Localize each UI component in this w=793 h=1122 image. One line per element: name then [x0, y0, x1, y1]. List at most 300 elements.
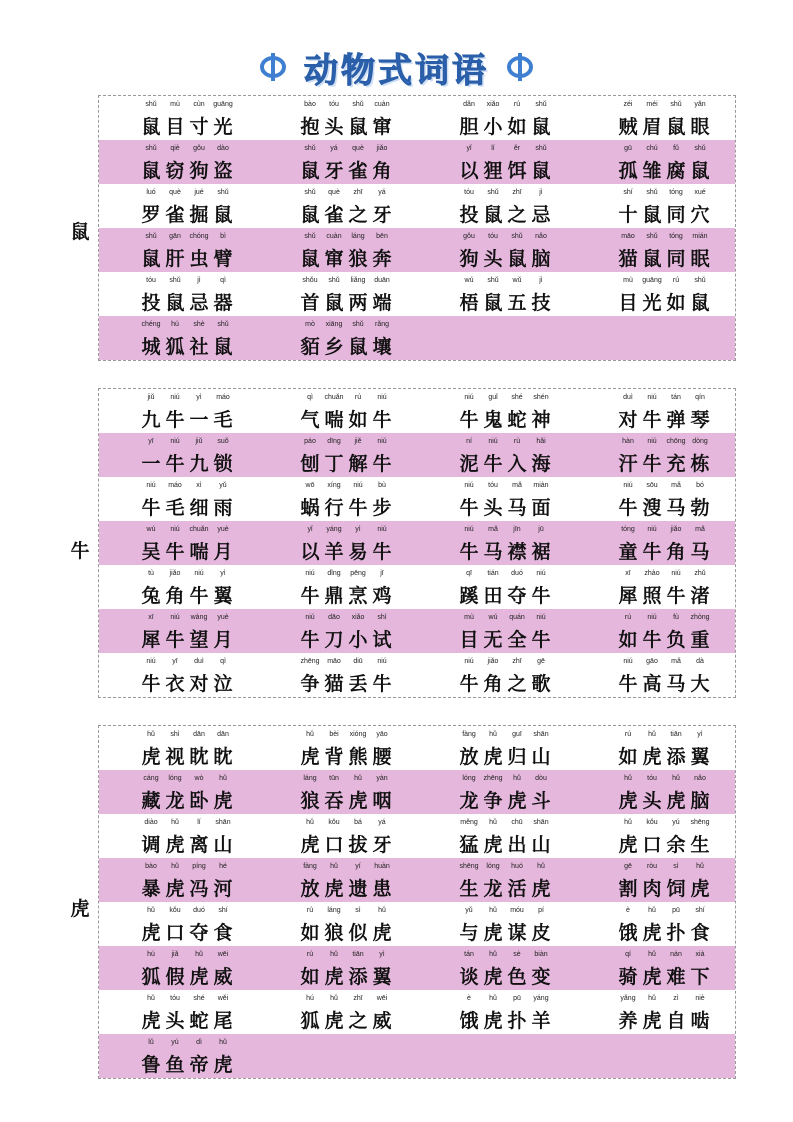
- idiom-character: 鼠: [690, 160, 710, 182]
- pinyin-syllable: qī: [466, 570, 472, 577]
- pinyin-syllable: rǎng: [374, 321, 389, 328]
- idiom-character: 鼠: [690, 292, 710, 314]
- idiom-character: 弹: [666, 409, 686, 431]
- pinyin-syllable: xì: [196, 482, 202, 489]
- pinyin-syllable: shǔ: [304, 145, 316, 152]
- idiom-character: 鼠: [300, 204, 320, 226]
- idiom-character: 鸡: [372, 585, 392, 607]
- idiom-character: 狸: [483, 160, 503, 182]
- idiom-character: 光: [213, 116, 233, 138]
- pinyin-line: [298, 614, 394, 621]
- pinyin-syllable: quán: [509, 614, 525, 621]
- pinyin-syllable: mù: [170, 101, 180, 108]
- idiom-character: 雨: [213, 497, 233, 519]
- pinyin-syllable: bēn: [376, 233, 388, 240]
- idiom-character: 月: [213, 629, 233, 651]
- pinyin-syllable: pū: [672, 907, 680, 914]
- pinyin-syllable: cùn: [193, 101, 205, 108]
- pinyin-line: [457, 819, 553, 826]
- pinyin-line: [139, 570, 235, 577]
- pinyin-syllable: tán: [671, 394, 681, 401]
- pinyin-syllable: nán: [670, 951, 682, 958]
- idiom-character: 易: [348, 541, 368, 563]
- pinyin-syllable: niú: [647, 438, 657, 445]
- pinyin-syllable: rú: [624, 731, 632, 738]
- idiom-character: 口: [324, 834, 344, 856]
- idiom-row: [99, 565, 735, 609]
- idiom-text: [298, 493, 394, 520]
- pinyin-syllable: shēng: [690, 819, 710, 826]
- idiom-character: 暴: [141, 878, 161, 900]
- idiom-character: 威: [213, 966, 233, 988]
- idiom-character: 斗: [531, 790, 551, 812]
- idiom-character: 壤: [372, 336, 392, 358]
- idiom-cell: [417, 521, 576, 565]
- idiom-cell: [576, 946, 735, 990]
- idiom-text: [457, 874, 553, 901]
- pinyin-syllable: hǔ: [672, 775, 680, 782]
- pinyin-line: [457, 101, 553, 108]
- pinyin-syllable: niú: [377, 438, 387, 445]
- pinyin-syllable: chú: [646, 145, 658, 152]
- idiom-character: 鼠: [213, 336, 233, 358]
- idiom-character: 对: [189, 673, 209, 695]
- idiom-row: [99, 140, 735, 184]
- idiom-cell: [258, 272, 417, 316]
- pinyin-syllable: hǔ: [330, 995, 338, 1002]
- idiom-text: [457, 537, 553, 564]
- idiom-character: 扑: [666, 922, 686, 944]
- pinyin-syllable: wú: [146, 526, 156, 533]
- idiom-text: [298, 962, 394, 989]
- idiom-character: 虎: [666, 790, 686, 812]
- idiom-character: 虫: [189, 248, 209, 270]
- idiom-character: 鼎: [324, 585, 344, 607]
- pinyin-syllable: shǔ: [535, 145, 547, 152]
- pinyin-line: [616, 101, 712, 108]
- idiom-character: 负: [666, 629, 686, 651]
- idiom-character: 刀: [324, 629, 344, 651]
- idiom-character: 蹊: [459, 585, 479, 607]
- idiom-character: 忌: [531, 204, 551, 226]
- idiom-character: 变: [531, 966, 551, 988]
- pinyin-line: [616, 951, 712, 958]
- idiom-character: 无: [483, 629, 503, 651]
- idiom-character: 虎: [165, 878, 185, 900]
- idiom-character: 帝: [189, 1054, 209, 1076]
- idiom-cell: [99, 272, 258, 316]
- pinyin-syllable: kǒu: [328, 819, 340, 826]
- idiom-character: 骑: [618, 966, 638, 988]
- pinyin-syllable: qiè: [170, 145, 180, 152]
- pinyin-syllable: hǔ: [489, 995, 497, 1002]
- pinyin-syllable: dào: [217, 145, 229, 152]
- idiom-character: 雀: [165, 204, 185, 226]
- pinyin-syllable: cuàn: [374, 101, 390, 108]
- pinyin-syllable: māo: [327, 658, 341, 665]
- idiom-cell: [576, 521, 735, 565]
- idiom-character: 鱼: [165, 1054, 185, 1076]
- idiom-cell: [99, 184, 258, 228]
- idiom-text: [457, 1006, 553, 1033]
- idiom-character: 窜: [372, 116, 392, 138]
- idiom-character: 鼠: [642, 204, 662, 226]
- pinyin-syllable: zhī: [512, 189, 522, 196]
- pinyin-syllable: rù: [513, 438, 521, 445]
- pinyin-line: [298, 189, 394, 196]
- pinyin-line: [298, 863, 394, 870]
- pinyin-line: [298, 233, 394, 240]
- idiom-row: [99, 609, 735, 653]
- idiom-character: 饲: [666, 878, 686, 900]
- pinyin-syllable: è: [467, 995, 471, 1002]
- idiom-character: 扑: [507, 1010, 527, 1032]
- pinyin-syllable: niú: [353, 482, 363, 489]
- idiom-character: 牛: [372, 541, 392, 563]
- pinyin-syllable: cuàn: [326, 233, 342, 240]
- idiom-character: 生: [690, 834, 710, 856]
- pinyin-syllable: sì: [355, 907, 361, 914]
- idiom-character: 皮: [531, 922, 551, 944]
- idiom-character: 虎: [300, 746, 320, 768]
- idiom-text: [457, 786, 553, 813]
- idiom-character: 孤: [618, 160, 638, 182]
- pinyin-syllable: gǒu: [193, 145, 205, 152]
- idiom-cell: [258, 858, 417, 902]
- pinyin-line: [139, 277, 235, 284]
- pinyin-syllable: bù: [378, 482, 386, 489]
- pinyin-syllable: wěi: [217, 995, 229, 1002]
- idiom-cell: [576, 653, 735, 697]
- pinyin-line: [298, 995, 394, 1002]
- pinyin-syllable: zì: [673, 995, 679, 1002]
- pinyin-line: [457, 145, 553, 152]
- idiom-cell: [99, 140, 258, 184]
- idiom-character: 五: [507, 292, 527, 314]
- idiom-cell: [99, 389, 258, 433]
- pinyin-syllable: lǔ: [148, 1039, 154, 1046]
- idiom-character: 鼠: [141, 248, 161, 270]
- idiom-character: 奔: [372, 248, 392, 270]
- pinyin-syllable: xíng: [327, 482, 341, 489]
- idiom-cell: [576, 184, 735, 228]
- pinyin-syllable: shén: [533, 394, 549, 401]
- pinyin-syllable: tóng: [669, 189, 683, 196]
- pinyin-syllable: niú: [194, 570, 204, 577]
- pinyin-syllable: jì: [539, 189, 543, 196]
- pinyin-line: [616, 277, 712, 284]
- idiom-text: [616, 449, 712, 476]
- pinyin-syllable: wēi: [376, 995, 388, 1002]
- pinyin-syllable: shǔ: [646, 189, 658, 196]
- idiom-character: 襟: [507, 541, 527, 563]
- pinyin-syllable: qì: [307, 394, 313, 401]
- idiom-character: 虎: [483, 966, 503, 988]
- idiom-character: 争: [483, 790, 503, 812]
- idiom-character: 盗: [213, 160, 233, 182]
- idiom-character: 罗: [141, 204, 161, 226]
- pinyin-syllable: shǔ: [352, 321, 364, 328]
- idiom-text: [139, 449, 235, 476]
- idiom-row: [99, 433, 735, 477]
- idiom-character: 鼠: [642, 248, 662, 270]
- pinyin-line: [616, 819, 712, 826]
- pinyin-syllable: què: [352, 145, 364, 152]
- idiom-cell: [258, 990, 417, 1034]
- idiom-cell: [576, 389, 735, 433]
- pinyin-syllable: hǔ: [330, 863, 338, 870]
- pinyin-syllable: qí: [625, 951, 631, 958]
- pinyin-line: [616, 658, 712, 665]
- pinyin-syllable: gē: [624, 863, 632, 870]
- idiom-character: 患: [372, 878, 392, 900]
- idiom-character: 小: [348, 629, 368, 651]
- pinyin-syllable: shǔ: [511, 233, 523, 240]
- idiom-character: 自: [666, 1010, 686, 1032]
- idiom-character: 城: [141, 336, 161, 358]
- idiom-character: 猫: [618, 248, 638, 270]
- idiom-text: [298, 244, 394, 271]
- idiom-cell: [258, 653, 417, 697]
- idiom-cell: [576, 228, 735, 272]
- pinyin-syllable: bó: [696, 482, 704, 489]
- idiom-text: [298, 405, 394, 432]
- pinyin-syllable: yá: [378, 189, 386, 196]
- idiom-text: [139, 962, 235, 989]
- idiom-character: 牛: [372, 453, 392, 475]
- idiom-character: 鼠: [348, 116, 368, 138]
- idiom-character: 如: [618, 746, 638, 768]
- idiom-cell: [417, 389, 576, 433]
- pinyin-syllable: rú: [306, 907, 314, 914]
- pinyin-syllable: duó: [193, 907, 205, 914]
- idiom-character: 眉: [642, 116, 662, 138]
- pinyin-line: [139, 526, 235, 533]
- idiom-cell: [258, 902, 417, 946]
- idiom-character: 翼: [213, 585, 233, 607]
- pinyin-syllable: jiǔ: [147, 394, 155, 401]
- pinyin-syllable: yì: [220, 570, 226, 577]
- idiom-text: [457, 625, 553, 652]
- pinyin-syllable: hǔ: [330, 951, 338, 958]
- idiom-character: 鼠: [324, 292, 344, 314]
- idiom-character: 虎: [483, 1010, 503, 1032]
- pinyin-syllable: dǎn: [463, 101, 475, 108]
- pinyin-syllable: bá: [354, 819, 362, 826]
- pinyin-syllable: biàn: [534, 951, 548, 958]
- pinyin-syllable: yǔ: [465, 907, 473, 914]
- pinyin-syllable: yāo: [376, 731, 388, 738]
- pinyin-syllable: móu: [510, 907, 524, 914]
- idiom-text: [616, 493, 712, 520]
- pinyin-syllable: fàng: [303, 863, 317, 870]
- pinyin-syllable: hú: [306, 995, 314, 1002]
- pinyin-syllable: gū: [624, 145, 632, 152]
- pinyin-syllable: mò: [305, 321, 315, 328]
- idiom-text: [139, 830, 235, 857]
- pinyin-syllable: rú: [306, 951, 314, 958]
- pinyin-syllable: xī: [148, 614, 154, 621]
- idiom-character: 鼠: [531, 116, 551, 138]
- section-label: 牛: [70, 540, 90, 562]
- idiom-character: 虎: [189, 966, 209, 988]
- pinyin-syllable: fǔ: [673, 145, 679, 152]
- pinyin-syllable: tiān: [352, 951, 364, 958]
- pinyin-line: [298, 277, 394, 284]
- idiom-text: [616, 405, 712, 432]
- pinyin-syllable: niú: [647, 526, 657, 533]
- idiom-character: 蛇: [507, 409, 527, 431]
- pinyin-line: [457, 775, 553, 782]
- pinyin-syllable: niú: [377, 658, 387, 665]
- pinyin-syllable: shǔ: [487, 277, 499, 284]
- pinyin-syllable: pēng: [350, 570, 366, 577]
- idiom-cell: [417, 184, 576, 228]
- pinyin-syllable: hǔ: [537, 863, 545, 870]
- idiom-cell: [417, 946, 576, 990]
- idiom-text: [298, 537, 394, 564]
- pinyin-syllable: niú: [464, 658, 474, 665]
- idiom-character: 贼: [618, 116, 638, 138]
- idiom-cell: [99, 990, 258, 1034]
- pinyin-syllable: qì: [220, 277, 226, 284]
- idiom-character: 入: [507, 453, 527, 475]
- pinyin-syllable: tóu: [488, 233, 498, 240]
- pinyin-line: [457, 570, 553, 577]
- idiom-cell: [576, 1034, 735, 1078]
- idiom-character: 抱: [300, 116, 320, 138]
- idiom-cell: [576, 96, 735, 140]
- idiom-character: 争: [300, 673, 320, 695]
- idiom-character: 脑: [531, 248, 551, 270]
- idiom-cell: [258, 389, 417, 433]
- idiom-character: 牛: [372, 673, 392, 695]
- idiom-text: [457, 156, 553, 183]
- idiom-character: 眈: [189, 746, 209, 768]
- pinyin-syllable: shān: [533, 731, 549, 738]
- idiom-character: 虎: [483, 746, 503, 768]
- idiom-character: 细: [189, 497, 209, 519]
- pinyin-syllable: láng: [327, 907, 341, 914]
- idiom-section-2: [98, 388, 736, 698]
- idiom-character: 牛: [165, 453, 185, 475]
- pinyin-syllable: ní: [466, 438, 472, 445]
- idiom-cell: [417, 96, 576, 140]
- idiom-character: 之: [348, 1010, 368, 1032]
- idiom-character: 牛: [300, 629, 320, 651]
- idiom-cell: [576, 990, 735, 1034]
- pinyin-line: [139, 189, 235, 196]
- idiom-character: 放: [300, 878, 320, 900]
- idiom-cell: [99, 477, 258, 521]
- idiom-character: 眈: [213, 746, 233, 768]
- idiom-character: 以: [300, 541, 320, 563]
- idiom-cell: [258, 433, 417, 477]
- idiom-cell: [576, 814, 735, 858]
- idiom-cell: [417, 316, 576, 360]
- idiom-character: 重: [690, 629, 710, 651]
- pinyin-syllable: tóu: [146, 277, 156, 284]
- idiom-cell: [417, 609, 576, 653]
- pinyin-syllable: píng: [192, 863, 206, 870]
- idiom-text: [616, 962, 712, 989]
- idiom-character: 狼: [348, 248, 368, 270]
- pinyin-syllable: wàng: [190, 614, 208, 621]
- pinyin-line: [616, 775, 712, 782]
- idiom-character: 鲁: [141, 1054, 161, 1076]
- pinyin-syllable: niú: [536, 570, 546, 577]
- idiom-cell: [258, 521, 417, 565]
- pinyin-syllable: sì: [673, 863, 679, 870]
- pinyin-syllable: shǒu: [302, 277, 318, 284]
- idiom-character: 海: [531, 453, 551, 475]
- pinyin-syllable: bèi: [329, 731, 339, 738]
- idiom-character: 乡: [324, 336, 344, 358]
- idiom-character: 喘: [324, 409, 344, 431]
- idiom-text: [616, 918, 712, 945]
- idiom-text: [298, 112, 394, 139]
- idiom-character: 吞: [324, 790, 344, 812]
- idiom-character: 鼠: [531, 160, 551, 182]
- pinyin-syllable: máo: [168, 482, 182, 489]
- idiom-character: 九: [141, 409, 161, 431]
- idiom-character: 头: [324, 116, 344, 138]
- idiom-text: [298, 449, 394, 476]
- pinyin-syllable: hǔ: [624, 819, 632, 826]
- idiom-text: [616, 244, 712, 271]
- pinyin-syllable: chōng: [666, 438, 686, 445]
- idiom-character: 虎: [213, 1054, 233, 1076]
- idiom-character: 牛: [642, 541, 662, 563]
- pinyin-syllable: niú: [623, 482, 633, 489]
- pinyin-syllable: guāng: [642, 277, 662, 284]
- idiom-section-1: [98, 95, 736, 361]
- pinyin-syllable: tán: [464, 951, 474, 958]
- idiom-character: 丢: [348, 673, 368, 695]
- idiom-text: [298, 918, 394, 945]
- idiom-row: [99, 272, 735, 316]
- idiom-row: [99, 902, 735, 946]
- pinyin-syllable: niú: [377, 526, 387, 533]
- pinyin-syllable: zhǔ: [694, 570, 706, 577]
- pinyin-line: [457, 277, 553, 284]
- idiom-character: 蜗: [300, 497, 320, 519]
- pinyin-syllable: shì: [377, 614, 387, 621]
- idiom-text: [139, 625, 235, 652]
- idiom-character: 藏: [141, 790, 161, 812]
- idiom-text: [457, 405, 553, 432]
- idiom-cell: [99, 609, 258, 653]
- pinyin-syllable: niú: [464, 482, 474, 489]
- idiom-character: 全: [507, 629, 527, 651]
- pinyin-syllable: jiǎo: [487, 658, 499, 665]
- pinyin-syllable: gān: [169, 233, 181, 240]
- pinyin-line: [139, 145, 235, 152]
- pinyin-syllable: yuè: [217, 614, 229, 621]
- idiom-character: 掘: [189, 204, 209, 226]
- idiom-character: 牛: [141, 673, 161, 695]
- idiom-character: 溲: [642, 497, 662, 519]
- idiom-row: [99, 653, 735, 697]
- pinyin-syllable: hǎi: [536, 438, 546, 445]
- pinyin-syllable: hǔ: [378, 907, 386, 914]
- idiom-character: 头: [165, 1010, 185, 1032]
- idiom-character: 添: [348, 966, 368, 988]
- idiom-character: 穴: [690, 204, 710, 226]
- idiom-character: 牛: [459, 673, 479, 695]
- pinyin-syllable: yī: [172, 658, 178, 665]
- idiom-character: 虎: [618, 834, 638, 856]
